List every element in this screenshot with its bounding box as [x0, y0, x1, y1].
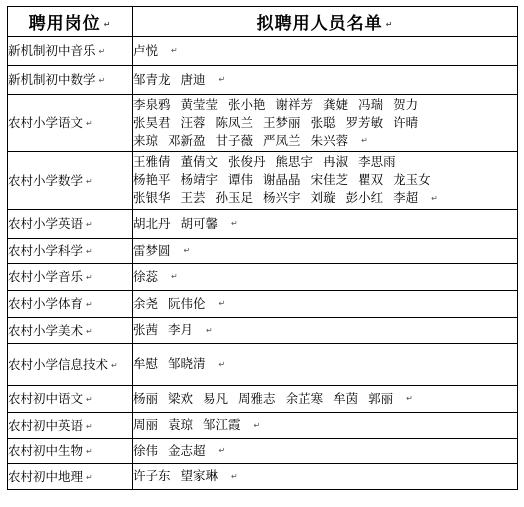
paragraph-mark-icon: ↵ [218, 446, 226, 456]
person-name: 杨兴宇 [263, 190, 301, 206]
person-name: 王雅倩 [133, 154, 171, 170]
person-name: 余芷寒 [285, 390, 324, 406]
position-label: 农村小学信息技术 [8, 356, 109, 372]
person-name: 徐蕊 [133, 268, 159, 284]
person-name: 梁欢 [168, 390, 194, 406]
person-name: 牟茵 [333, 390, 359, 406]
name-line [133, 153, 517, 171]
names-cell [133, 344, 518, 386]
person-name: 张小艳 [228, 96, 266, 112]
table-row [8, 210, 518, 239]
person-name: 宋佳芝 [310, 172, 349, 188]
name-line [133, 242, 517, 261]
person-name: 刘璇 [310, 190, 336, 206]
person-name: 谭伟 [228, 172, 254, 188]
table-row [8, 37, 518, 66]
name-line [133, 71, 517, 90]
person-name: 周雅志 [238, 390, 276, 406]
names-cell [133, 152, 518, 210]
person-name: 袁琼 [168, 417, 194, 433]
paragraph-mark-icon: ↵ [86, 220, 93, 229]
position-label: 农村小学美术 [8, 322, 84, 338]
paragraph-mark-icon: ↵ [111, 360, 118, 370]
person-name: 严凤兰 [263, 132, 301, 148]
position-cell [8, 264, 133, 291]
names-column-header [133, 7, 518, 37]
paragraph-mark-icon: ↵ [253, 420, 261, 430]
paragraph-mark-icon: ↵ [103, 19, 112, 29]
person-name: 孙玉足 [215, 190, 254, 206]
position-cell [8, 37, 133, 66]
person-name: 胡北丹 [133, 215, 171, 231]
person-name: 许晴 [393, 114, 419, 130]
person-name: 贺力 [393, 96, 419, 112]
names-header-label: 拟聘用人员名单 [256, 14, 383, 34]
clipped-heading-strip [0, 0, 524, 5]
paragraph-mark-icon: ↵ [218, 359, 226, 369]
name-line [133, 467, 517, 486]
person-name: 许子东 [133, 468, 171, 484]
table-row [8, 95, 518, 152]
table-row [8, 291, 518, 318]
position-cell [8, 318, 133, 344]
person-name: 瞿双 [358, 172, 384, 188]
position-label: 农村小学数学 [8, 172, 84, 188]
names-cell [133, 95, 518, 152]
names-cell [133, 210, 518, 239]
person-name: 李思雨 [358, 154, 396, 170]
table-row [8, 439, 518, 464]
person-name: 熊思宇 [275, 154, 314, 170]
name-line [133, 321, 517, 340]
person-name: 张银华 [133, 190, 171, 206]
position-label: 农村小学语文 [8, 115, 84, 130]
position-label: 农村初中语文 [8, 391, 84, 406]
name-line [133, 215, 517, 234]
person-name: 杨艳平 [133, 172, 171, 188]
paragraph-mark-icon: ↵ [86, 326, 93, 336]
person-name: 王梦丽 [263, 114, 301, 130]
person-name: 甘子薇 [215, 132, 254, 148]
names-cell [133, 264, 518, 291]
names-cell [133, 66, 518, 95]
person-name: 冉淑 [323, 154, 349, 170]
position-label: 农村小学英语 [8, 216, 84, 231]
position-label: 农村小学音乐 [8, 269, 84, 284]
position-cell [8, 66, 133, 95]
position-cell [8, 239, 133, 264]
person-name: 卢悦 [133, 42, 159, 58]
person-name: 雷梦圆 [133, 242, 171, 258]
position-cell [8, 210, 133, 239]
paragraph-mark-icon: ↵ [86, 176, 93, 186]
position-label: 新机制初中音乐 [8, 43, 96, 58]
position-label: 新机制初中数学 [8, 72, 96, 87]
names-cell [133, 464, 518, 490]
person-name: 李月 [168, 322, 194, 338]
position-cell [8, 152, 133, 210]
person-name: 黄莹莹 [180, 96, 219, 112]
position-cell [8, 464, 133, 490]
names-cell [133, 439, 518, 464]
names-cell [133, 239, 518, 264]
paragraph-mark-icon: ↵ [86, 395, 93, 404]
person-name: 龙玉女 [393, 172, 431, 188]
person-name: 邓新盈 [168, 132, 206, 148]
position-cell [8, 95, 133, 152]
person-name: 陈凤兰 [215, 114, 254, 130]
paragraph-mark-icon: ↵ [206, 325, 213, 335]
names-cell [133, 413, 518, 439]
paragraph-mark-icon: ↵ [171, 46, 178, 56]
names-cell [133, 386, 518, 413]
name-line [133, 390, 517, 409]
paragraph-mark-icon: ↵ [171, 272, 178, 282]
person-name: 阮伟伦 [168, 295, 206, 311]
person-name: 彭小红 [345, 190, 384, 206]
position-cell [8, 344, 133, 386]
person-name: 易凡 [203, 390, 229, 406]
position-cell [8, 413, 133, 439]
person-name: 周丽 [133, 417, 159, 433]
person-name: 张俊丹 [228, 154, 266, 170]
paragraph-mark-icon: ↵ [218, 75, 226, 85]
person-name: 来琼 [133, 132, 159, 148]
person-name: 胡可馨 [180, 215, 219, 231]
person-name: 唐迪 [180, 71, 206, 87]
position-label: 农村初中生物 [8, 443, 84, 458]
paragraph-mark-icon: ↵ [231, 219, 238, 229]
person-name: 杨丽 [133, 390, 159, 406]
paragraph-mark-icon: ↵ [86, 472, 93, 482]
person-name: 徐伟 [133, 442, 159, 458]
paragraph-mark-icon: ↵ [86, 247, 93, 256]
position-cell [8, 439, 133, 464]
paragraph-mark-icon: ↵ [231, 471, 238, 481]
position-label: 农村小学科学 [8, 243, 84, 258]
person-name: 邹江霞 [203, 417, 241, 433]
paragraph-mark-icon: ↵ [86, 300, 93, 309]
person-name: 汪蓉 [180, 114, 206, 130]
paragraph-mark-icon: ↵ [86, 421, 93, 431]
paragraph-mark-icon: ↵ [431, 193, 438, 203]
name-line [133, 189, 517, 208]
paragraph-mark-icon: ↵ [406, 394, 413, 404]
table-row [8, 413, 518, 439]
person-name: 杨靖宇 [180, 172, 219, 188]
person-name: 谢祥芳 [275, 96, 314, 112]
name-line [133, 42, 517, 61]
paragraph-mark-icon: ↵ [98, 47, 106, 56]
position-label: 农村初中地理 [8, 468, 84, 484]
person-name: 邹青龙 [133, 71, 171, 87]
name-line [133, 114, 517, 132]
person-name: 张聪 [310, 114, 336, 130]
position-label: 农村初中英语 [8, 417, 84, 433]
table-row [8, 318, 518, 344]
person-name: 李超 [393, 190, 419, 206]
name-line [133, 355, 517, 374]
header-row [8, 7, 518, 37]
table-row [8, 66, 518, 95]
person-name: 罗芳敏 [345, 114, 384, 130]
names-cell [133, 291, 518, 318]
person-name: 张茜 [133, 322, 159, 338]
table-row [8, 239, 518, 264]
person-name: 董倩文 [180, 154, 219, 170]
name-line [133, 268, 517, 287]
person-name: 金志超 [168, 442, 206, 458]
person-name: 谢晶晶 [263, 172, 301, 188]
name-line [133, 132, 517, 151]
person-name: 龚婕 [323, 96, 349, 112]
table-body [8, 37, 518, 490]
paragraph-mark-icon: ↵ [183, 246, 191, 256]
position-column-header [8, 7, 133, 37]
paragraph-mark-icon: ↵ [98, 76, 106, 85]
person-name: 余尧 [133, 295, 159, 311]
person-name: 郭丽 [368, 390, 394, 406]
name-line [133, 96, 517, 114]
table-row [8, 464, 518, 490]
position-cell [8, 386, 133, 413]
name-line [133, 171, 517, 189]
person-name: 牟慰 [133, 356, 159, 372]
name-line [133, 416, 517, 435]
person-name: 王芸 [180, 190, 206, 206]
names-cell [133, 37, 518, 66]
person-name: 张昊君 [133, 114, 171, 130]
person-name: 朱兴蓉 [310, 132, 349, 148]
person-name: 邹晓清 [168, 356, 206, 372]
person-name: 李泉鸦 [133, 96, 171, 112]
position-label: 农村小学体育 [8, 296, 84, 311]
paragraph-mark-icon: ↵ [86, 273, 93, 282]
names-cell [133, 318, 518, 344]
position-cell [8, 291, 133, 318]
paragraph-mark-icon: ↵ [385, 19, 394, 29]
person-name: 望家琳 [180, 468, 219, 484]
name-line [133, 295, 517, 314]
position-header-label: 聘用岗位 [28, 14, 101, 34]
table-row [8, 386, 518, 413]
paragraph-mark-icon: ↵ [361, 136, 368, 146]
paragraph-mark-icon: ↵ [86, 447, 93, 456]
table-row [8, 152, 518, 210]
appointment-table [7, 6, 518, 490]
name-line [133, 442, 517, 461]
table-row [8, 344, 518, 386]
paragraph-mark-icon: ↵ [86, 119, 93, 128]
table-row [8, 264, 518, 291]
person-name: 冯瑞 [358, 96, 384, 112]
paragraph-mark-icon: ↵ [218, 299, 226, 309]
